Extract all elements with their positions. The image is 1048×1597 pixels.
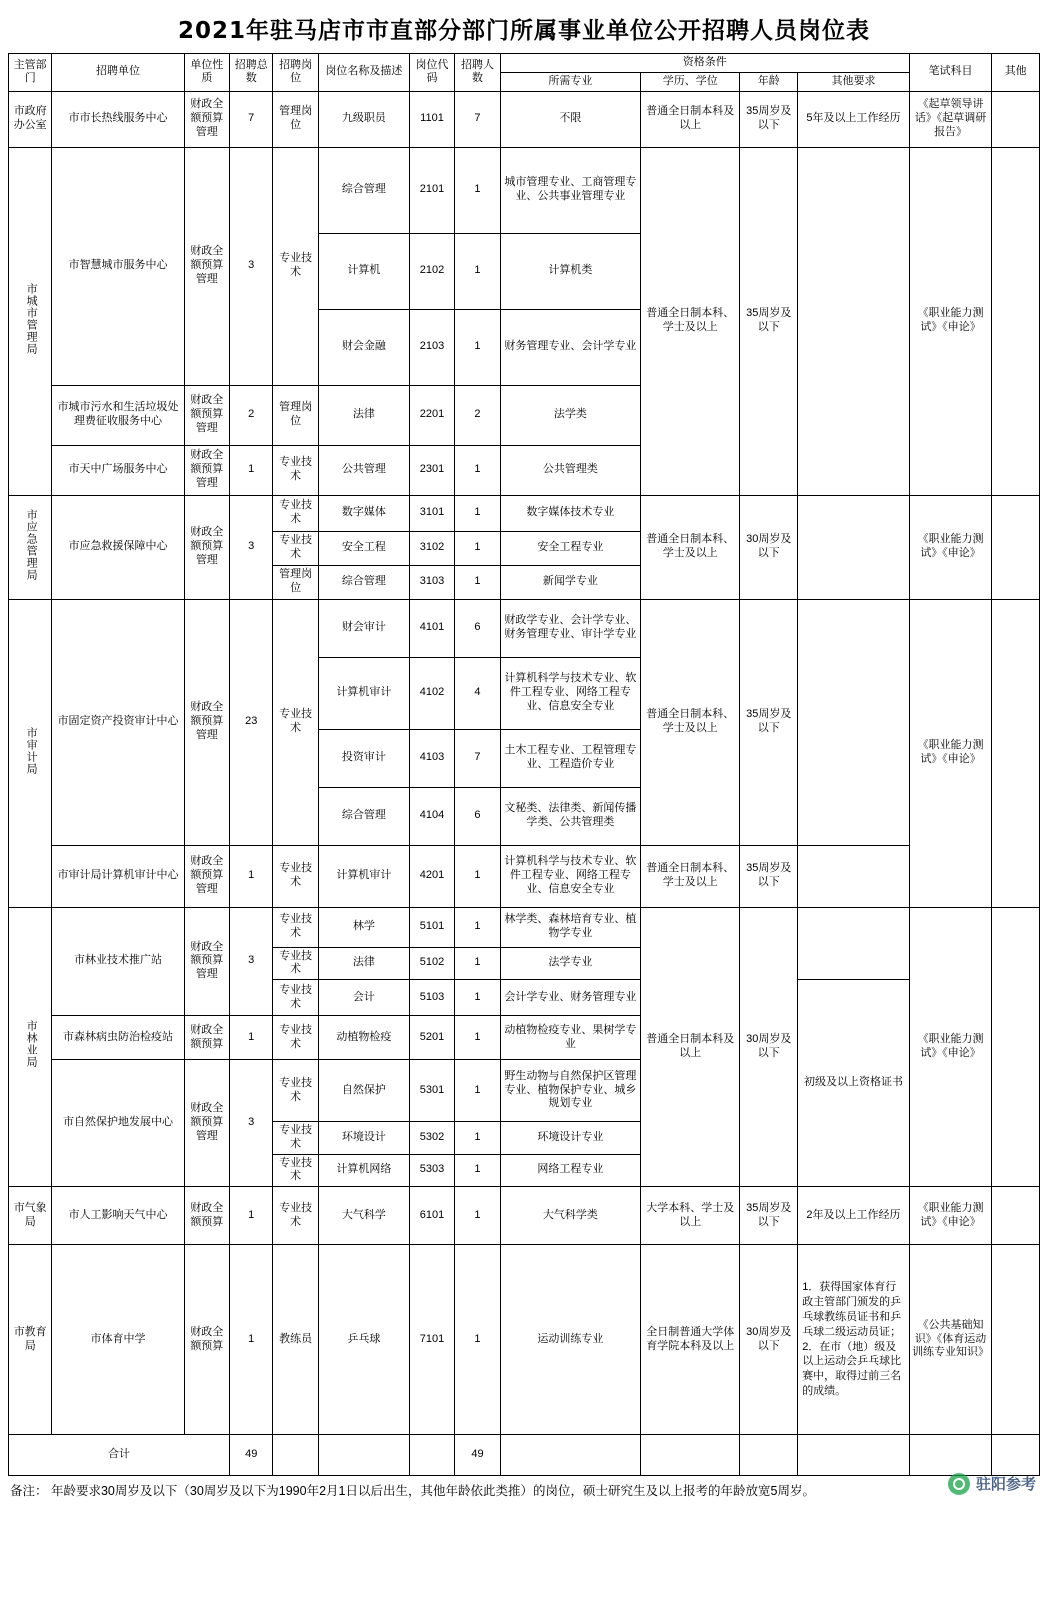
cell-post-count: 1 (455, 1060, 500, 1122)
total-blank-other (798, 1435, 910, 1476)
cell-unit: 市人工影响天气中心 (52, 1187, 184, 1245)
footnote: 备注： 年龄要求30周岁及以下（30周岁及以下为1990年2月1日以后出生，其他年龄依此类推）的岗位，硕士研究生及以上报考的年龄放宽5周岁。 (10, 1484, 815, 1498)
cell-major: 文秘类、法律类、新闻传播学类、公共管理类 (500, 787, 640, 845)
watermark (948, 1473, 1036, 1495)
cell-nature: 财政全额预算 (184, 1245, 229, 1435)
cell-post-count: 7 (455, 729, 500, 787)
th-age: 年龄 (740, 72, 798, 91)
table-row (9, 907, 1040, 947)
cell-exam: 《公共基础知识》《体育运动训练专业知识》 (909, 1245, 992, 1435)
th-post-type: 招聘岗位 (273, 54, 318, 92)
cell-post-name: 法律 (318, 385, 409, 445)
cell-misc (992, 599, 1040, 907)
cell-age: 35周岁及以下 (740, 147, 798, 495)
cell-post-code: 3102 (409, 531, 454, 565)
total-blank-exam (909, 1435, 992, 1476)
cell-misc (992, 1245, 1040, 1435)
cell-major: 安全工程专业 (500, 531, 640, 565)
cell-post-code: 5102 (409, 947, 454, 980)
recruitment-table (8, 53, 1040, 1476)
cell-post-code: 5103 (409, 980, 454, 1016)
cell-major: 网络工程专业 (500, 1154, 640, 1187)
cell-unit: 市审计局计算机审计中心 (52, 845, 184, 907)
cell-total: 3 (230, 907, 273, 1016)
table-row (9, 1187, 1040, 1245)
cell-misc (992, 495, 1040, 599)
cell-major: 会计学专业、财务管理专业 (500, 980, 640, 1016)
cell-exam: 《职业能力测试》《申论》 (909, 495, 992, 599)
cell-post-code: 1101 (409, 91, 454, 147)
cell-post-code: 4201 (409, 845, 454, 907)
cell-dept: 市气象局 (9, 1187, 52, 1245)
cell-post-count: 1 (455, 1016, 500, 1060)
cell-total: 3 (230, 147, 273, 385)
cell-nature: 财政全额预算管理 (184, 495, 229, 599)
cell-post-code: 4101 (409, 599, 454, 657)
cell-post-code: 2101 (409, 147, 454, 233)
cell-major: 大气科学类 (500, 1187, 640, 1245)
cell-unit: 市固定资产投资审计中心 (52, 599, 184, 845)
cell-post-code: 2301 (409, 445, 454, 495)
cell-unit: 市森林病虫防治检疫站 (52, 1016, 184, 1060)
cell-post-count: 1 (455, 1187, 500, 1245)
th-other-req: 其他要求 (798, 72, 910, 91)
cell-exam: 《职业能力测试》《申论》 (909, 907, 992, 1187)
cell-age: 35周岁及以下 (740, 91, 798, 147)
cell-total: 1 (230, 1245, 273, 1435)
cell-total: 1 (230, 445, 273, 495)
cell-age: 35周岁及以下 (740, 1187, 798, 1245)
cell-major: 法学类 (500, 385, 640, 445)
page-title: 2021年驻马店市市直部分部门所属事业单位公开招聘人员岗位表 (177, 18, 870, 44)
cell-post-name: 投资审计 (318, 729, 409, 787)
cell-edu: 普通全日制本科、学士及以上 (641, 599, 740, 845)
cell-age: 30周岁及以下 (740, 495, 798, 599)
th-misc: 其他 (992, 54, 1040, 92)
cell-nature: 财政全额预算管理 (184, 445, 229, 495)
cell-nature: 财政全额预算管理 (184, 1060, 229, 1187)
cell-major: 环境设计专业 (500, 1122, 640, 1155)
cell-edu: 普通全日制本科、学士及以上 (641, 495, 740, 599)
cell-total: 3 (230, 495, 273, 599)
th-edu: 学历、学位 (641, 72, 740, 91)
cell-other-req (798, 147, 910, 495)
cell-post-type: 专业技术 (273, 1016, 318, 1060)
cell-dept: 市林业局 (9, 907, 52, 1187)
cell-post-name: 大气科学 (318, 1187, 409, 1245)
cell-major: 法学专业 (500, 947, 640, 980)
th-post-count: 招聘人数 (455, 54, 500, 92)
cell-nature: 财政全额预算管理 (184, 91, 229, 147)
cell-major: 不限 (500, 91, 640, 147)
cell-total: 7 (230, 91, 273, 147)
table-row (9, 91, 1040, 147)
cell-post-type: 管理岗位 (273, 91, 318, 147)
cell-post-type: 专业技术 (273, 1122, 318, 1155)
cell-post-code: 4103 (409, 729, 454, 787)
cell-post-count: 1 (455, 1122, 500, 1155)
cell-post-count: 1 (455, 309, 500, 385)
th-unit: 招聘单位 (52, 54, 184, 92)
cell-post-type: 专业技术 (273, 980, 318, 1016)
cell-dept: 市审计局 (9, 599, 52, 907)
cell-post-name: 数字媒体 (318, 495, 409, 531)
total-recruit: 49 (230, 1435, 273, 1476)
cell-dept: 市教育局 (9, 1245, 52, 1435)
table-row (9, 495, 1040, 531)
cell-major: 动植物检疫专业、果树学专业 (500, 1016, 640, 1060)
cell-post-count: 2 (455, 385, 500, 445)
cell-nature: 财政全额预算管理 (184, 599, 229, 845)
cell-other-req (798, 495, 910, 599)
cell-total: 3 (230, 1060, 273, 1187)
cell-misc (992, 907, 1040, 1187)
cell-post-code: 2102 (409, 233, 454, 309)
cell-post-code: 7101 (409, 1245, 454, 1435)
cell-major: 林学类、森林培育专业、植物学专业 (500, 907, 640, 947)
cell-post-name: 乒乓球 (318, 1245, 409, 1435)
cell-edu: 全日制普通大学体育学院本科及以上 (641, 1245, 740, 1435)
cell-post-name: 计算机审计 (318, 657, 409, 729)
table-row (9, 147, 1040, 233)
cell-total: 23 (230, 599, 273, 845)
cell-edu: 普通全日制本科、学士及以上 (641, 845, 740, 907)
cell-post-name: 林学 (318, 907, 409, 947)
table-header-row (9, 54, 1040, 73)
cell-age: 35周岁及以下 (740, 599, 798, 845)
cell-post-code: 6101 (409, 1187, 454, 1245)
cell-post-name: 计算机 (318, 233, 409, 309)
th-post-code: 岗位代码 (409, 54, 454, 92)
cell-edu: 普通全日制本科及以上 (641, 907, 740, 1187)
cell-post-code: 3103 (409, 565, 454, 599)
total-blank-major (500, 1435, 640, 1476)
cell-major: 计算机科学与技术专业、软件工程专业、网络工程专业、信息安全专业 (500, 657, 640, 729)
cell-exam: 《起草领导讲话》《起草调研报告》 (909, 91, 992, 147)
cell-misc (992, 147, 1040, 495)
cell-unit: 市林业技术推广站 (52, 907, 184, 1016)
cell-post-count: 4 (455, 657, 500, 729)
cell-post-type: 专业技术 (273, 947, 318, 980)
cell-post-count: 6 (455, 787, 500, 845)
cell-post-count: 6 (455, 599, 500, 657)
cell-post-name: 综合管理 (318, 147, 409, 233)
cell-major: 数字媒体技术专业 (500, 495, 640, 531)
cell-post-name: 综合管理 (318, 565, 409, 599)
th-dept: 主管部门 (9, 54, 52, 92)
cell-major: 计算机类 (500, 233, 640, 309)
cell-unit: 市自然保护地发展中心 (52, 1060, 184, 1187)
cell-total: 1 (230, 1016, 273, 1060)
cell-unit: 市体育中学 (52, 1245, 184, 1435)
cell-post-name: 环境设计 (318, 1122, 409, 1155)
cell-post-type: 专业技术 (273, 147, 318, 385)
cell-dept: 市应急管理局 (9, 495, 52, 599)
cell-post-code: 5201 (409, 1016, 454, 1060)
cell-post-name: 计算机审计 (318, 845, 409, 907)
cell-dept: 市政府办公室 (9, 91, 52, 147)
th-qualify: 资格条件 (500, 54, 909, 73)
th-total: 招聘总数 (230, 54, 273, 92)
cell-post-type: 专业技术 (273, 1187, 318, 1245)
cell-post-count: 1 (455, 947, 500, 980)
cell-nature: 财政全额预算管理 (184, 845, 229, 907)
cell-post-type: 专业技术 (273, 1060, 318, 1122)
cell-post-name: 安全工程 (318, 531, 409, 565)
total-blank-post-type (273, 1435, 318, 1476)
cell-major: 运动训练专业 (500, 1245, 640, 1435)
cell-other-req: 5年及以上工作经历 (798, 91, 910, 147)
total-blank-post-name (318, 1435, 409, 1476)
cell-misc (992, 91, 1040, 147)
cell-post-code: 5302 (409, 1122, 454, 1155)
cell-post-name: 综合管理 (318, 787, 409, 845)
cell-post-type: 管理岗位 (273, 385, 318, 445)
cell-post-name: 公共管理 (318, 445, 409, 495)
cell-nature: 财政全额预算管理 (184, 907, 229, 1016)
cell-exam: 《职业能力测试》《申论》 (909, 1187, 992, 1245)
cell-post-count: 1 (455, 1245, 500, 1435)
cell-other-req: 初级及以上资格证书 (798, 980, 910, 1187)
cell-post-type: 专业技术 (273, 907, 318, 947)
cell-post-name: 会计 (318, 980, 409, 1016)
cell-post-type: 专业技术 (273, 445, 318, 495)
cell-post-count: 1 (455, 1154, 500, 1187)
cell-nature: 财政全额预算 (184, 1016, 229, 1060)
cell-post-count: 1 (455, 495, 500, 531)
cell-major: 城市管理专业、工商管理专业、公共事业管理专业 (500, 147, 640, 233)
cell-other-req: 2年及以上工作经历 (798, 1187, 910, 1245)
cell-post-name: 自然保护 (318, 1060, 409, 1122)
cell-unit: 市天中广场服务中心 (52, 445, 184, 495)
cell-post-code: 4104 (409, 787, 454, 845)
cell-edu: 普通全日制本科及以上 (641, 91, 740, 147)
cell-post-name: 动植物检疫 (318, 1016, 409, 1060)
cell-exam: 《职业能力测试》《申论》 (909, 599, 992, 907)
cell-post-code: 2103 (409, 309, 454, 385)
total-blank-misc (992, 1435, 1040, 1476)
cell-major: 财务管理专业、会计学专业 (500, 309, 640, 385)
cell-nature: 财政全额预算管理 (184, 147, 229, 385)
cell-other-req (798, 845, 910, 907)
cell-total: 2 (230, 385, 273, 445)
table-row (9, 845, 1040, 907)
cell-major: 财政学专业、会计学专业、财务管理专业、审计学专业 (500, 599, 640, 657)
cell-other-req (798, 907, 910, 980)
watermark-logo-icon (948, 1473, 970, 1495)
cell-major: 计算机科学与技术专业、软件工程专业、网络工程专业、信息安全专业 (500, 845, 640, 907)
cell-total: 1 (230, 1187, 273, 1245)
th-post-name: 岗位名称及描述 (318, 54, 409, 92)
cell-post-type: 专业技术 (273, 1154, 318, 1187)
th-exam: 笔试科目 (909, 54, 992, 92)
th-nature: 单位性质 (184, 54, 229, 92)
cell-post-count: 1 (455, 233, 500, 309)
cell-age: 30周岁及以下 (740, 907, 798, 1187)
cell-post-count: 1 (455, 845, 500, 907)
total-label: 合计 (9, 1435, 230, 1476)
cell-misc (992, 1187, 1040, 1245)
cell-post-count: 7 (455, 91, 500, 147)
cell-unit: 市应急救援保障中心 (52, 495, 184, 599)
total-blank-age (740, 1435, 798, 1476)
cell-unit: 市智慧城市服务中心 (52, 147, 184, 385)
total-blank-edu (641, 1435, 740, 1476)
cell-unit: 市城市污水和生活垃圾处理费征收服务中心 (52, 385, 184, 445)
total-blank-post-code (409, 1435, 454, 1476)
cell-age: 30周岁及以下 (740, 1245, 798, 1435)
cell-major: 土木工程专业、工程管理专业、工程造价专业 (500, 729, 640, 787)
table-row (9, 1245, 1040, 1435)
cell-post-type: 管理岗位 (273, 565, 318, 599)
cell-post-name: 计算机网络 (318, 1154, 409, 1187)
total-count: 49 (455, 1435, 500, 1476)
cell-unit: 市市长热线服务中心 (52, 91, 184, 147)
cell-exam: 《职业能力测试》《申论》 (909, 147, 992, 495)
cell-edu: 普通全日制本科、学士及以上 (641, 147, 740, 495)
cell-post-code: 2201 (409, 385, 454, 445)
cell-post-name: 财会审计 (318, 599, 409, 657)
cell-post-code: 4102 (409, 657, 454, 729)
cell-post-name: 法律 (318, 947, 409, 980)
cell-major: 野生动物与自然保护区管理专业、植物保护专业、城乡规划专业 (500, 1060, 640, 1122)
cell-post-name: 九级职员 (318, 91, 409, 147)
cell-post-count: 1 (455, 531, 500, 565)
cell-post-code: 3101 (409, 495, 454, 531)
cell-nature: 财政全额预算 (184, 1187, 229, 1245)
cell-total: 1 (230, 845, 273, 907)
cell-post-code: 5303 (409, 1154, 454, 1187)
cell-post-count: 1 (455, 565, 500, 599)
cell-post-name: 财会金融 (318, 309, 409, 385)
watermark-label: 驻阳参考 (975, 1476, 1036, 1494)
cell-major: 公共管理类 (500, 445, 640, 495)
cell-edu: 大学本科、学士及以上 (641, 1187, 740, 1245)
cell-dept: 市城市管理局 (9, 147, 52, 495)
cell-major: 新闻学专业 (500, 565, 640, 599)
cell-post-type: 专业技术 (273, 599, 318, 845)
cell-post-code: 5301 (409, 1060, 454, 1122)
cell-post-code: 5101 (409, 907, 454, 947)
cell-post-type: 专业技术 (273, 531, 318, 565)
cell-post-count: 1 (455, 445, 500, 495)
cell-post-type: 专业技术 (273, 495, 318, 531)
cell-post-type: 专业技术 (273, 845, 318, 907)
cell-post-count: 1 (455, 980, 500, 1016)
cell-nature: 财政全额预算管理 (184, 385, 229, 445)
th-major: 所需专业 (500, 72, 640, 91)
table-row (9, 599, 1040, 657)
cell-post-type: 教练员 (273, 1245, 318, 1435)
cell-other-req: 1．获得国家体育行政主管部门颁发的乒乓球教练员证书和乒乓球二级运动员证；2．在市（地）级及以上运动会乒乓球比赛中，取得过前三名的成绩。 (798, 1245, 910, 1435)
cell-post-count: 1 (455, 907, 500, 947)
cell-age: 35周岁及以下 (740, 845, 798, 907)
cell-post-count: 1 (455, 147, 500, 233)
table-total-row (9, 1435, 1040, 1476)
cell-other-req (798, 599, 910, 845)
